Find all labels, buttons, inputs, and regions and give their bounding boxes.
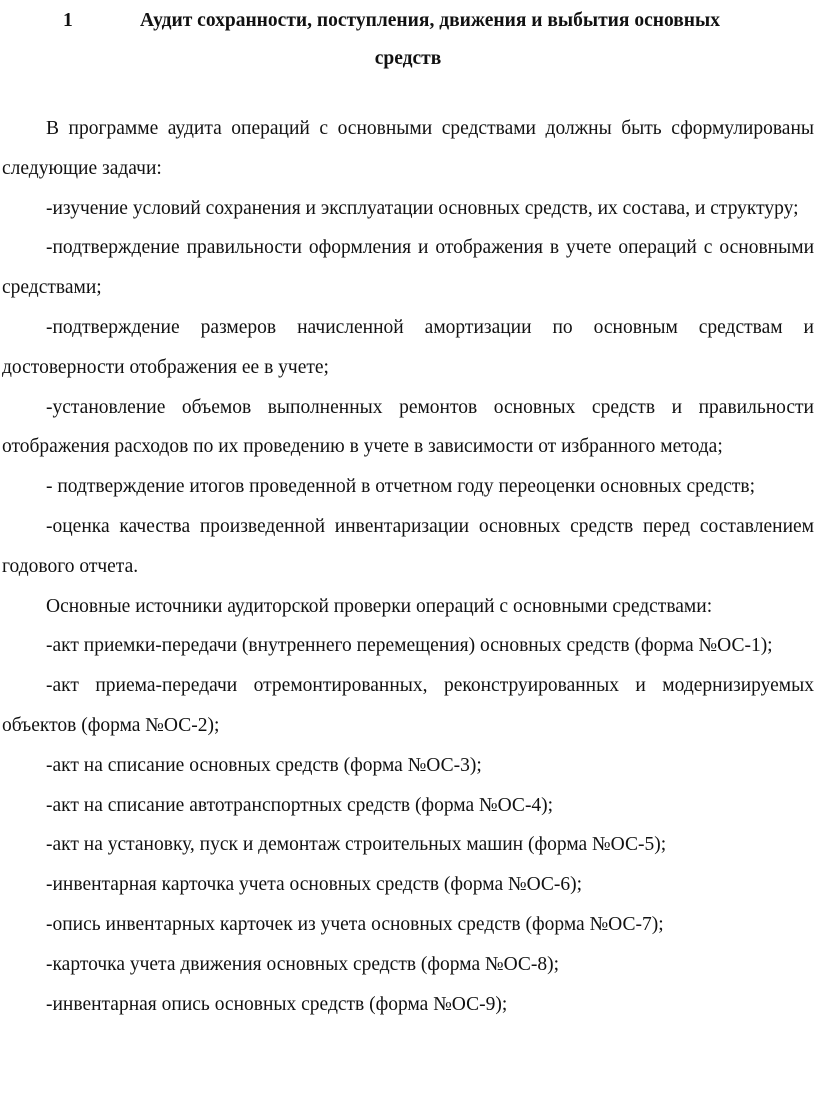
paragraph: -акт приемки-передачи (внутреннего перемещения) основных средств (форма №ОС-1); bbox=[46, 635, 773, 657]
paragraph: -акт приема-передачи отремонтированных, реконструированных и модернизируемых объектов (форма №ОС-2); bbox=[2, 675, 814, 736]
section-title-line-2: средств bbox=[374, 48, 442, 69]
paragraph: -инвентарная опись основных средств (форма №ОС-9); bbox=[46, 993, 508, 1015]
paragraph: -установление объемов выполненных ремонтов основных средств и правильности отображения расходов по их проведению в учете в зависимости от избранного метода; bbox=[2, 396, 814, 458]
document-body bbox=[2, 109, 814, 1024]
paragraph: -изучение условий сохранения и эксплуатации основных средств, их состава, и структуру; bbox=[46, 197, 799, 219]
paragraph: Основные источники аудиторской проверки операций с основными средствами: bbox=[46, 595, 713, 617]
paragraph: -оценка качества произведенной инвентаризации основных средств перед составлением годового отчета. bbox=[2, 515, 814, 577]
paragraph: -инвентарная карточка учета основных средств (форма №ОС-6); bbox=[46, 874, 583, 896]
paragraph: -опись инвентарных карточек из учета основных средств (форма №ОС-7); bbox=[46, 913, 664, 935]
paragraph: В программе аудита операций с основными средствами должны быть сформулированы следующие задачи: bbox=[2, 118, 814, 179]
paragraph: -акт на установку, пуск и демонтаж строительных машин (форма №ОС-5); bbox=[46, 834, 667, 856]
paragraph: -карточка учета движения основных средств (форма №ОС-8); bbox=[46, 953, 560, 975]
paragraph: -акт на списание основных средств (форма №ОС-3); bbox=[46, 754, 482, 776]
paragraph: -подтверждение размеров начисленной амортизации по основным средствам и достоверности отображения ее в учете; bbox=[2, 316, 814, 378]
paragraph: -акт на списание автотранспортных средств (форма №ОС-4); bbox=[46, 794, 554, 816]
paragraph: - подтверждение итогов проведенной в отчетном году переоценки основных средств; bbox=[46, 476, 755, 498]
paragraph: -подтверждение правильности оформления и отображения в учете операций с основными средствами; bbox=[2, 237, 814, 299]
section-title-line-1: Аудит сохранности, поступления, движения и выбытия основных bbox=[140, 10, 720, 31]
section-number: 1 bbox=[63, 10, 73, 31]
